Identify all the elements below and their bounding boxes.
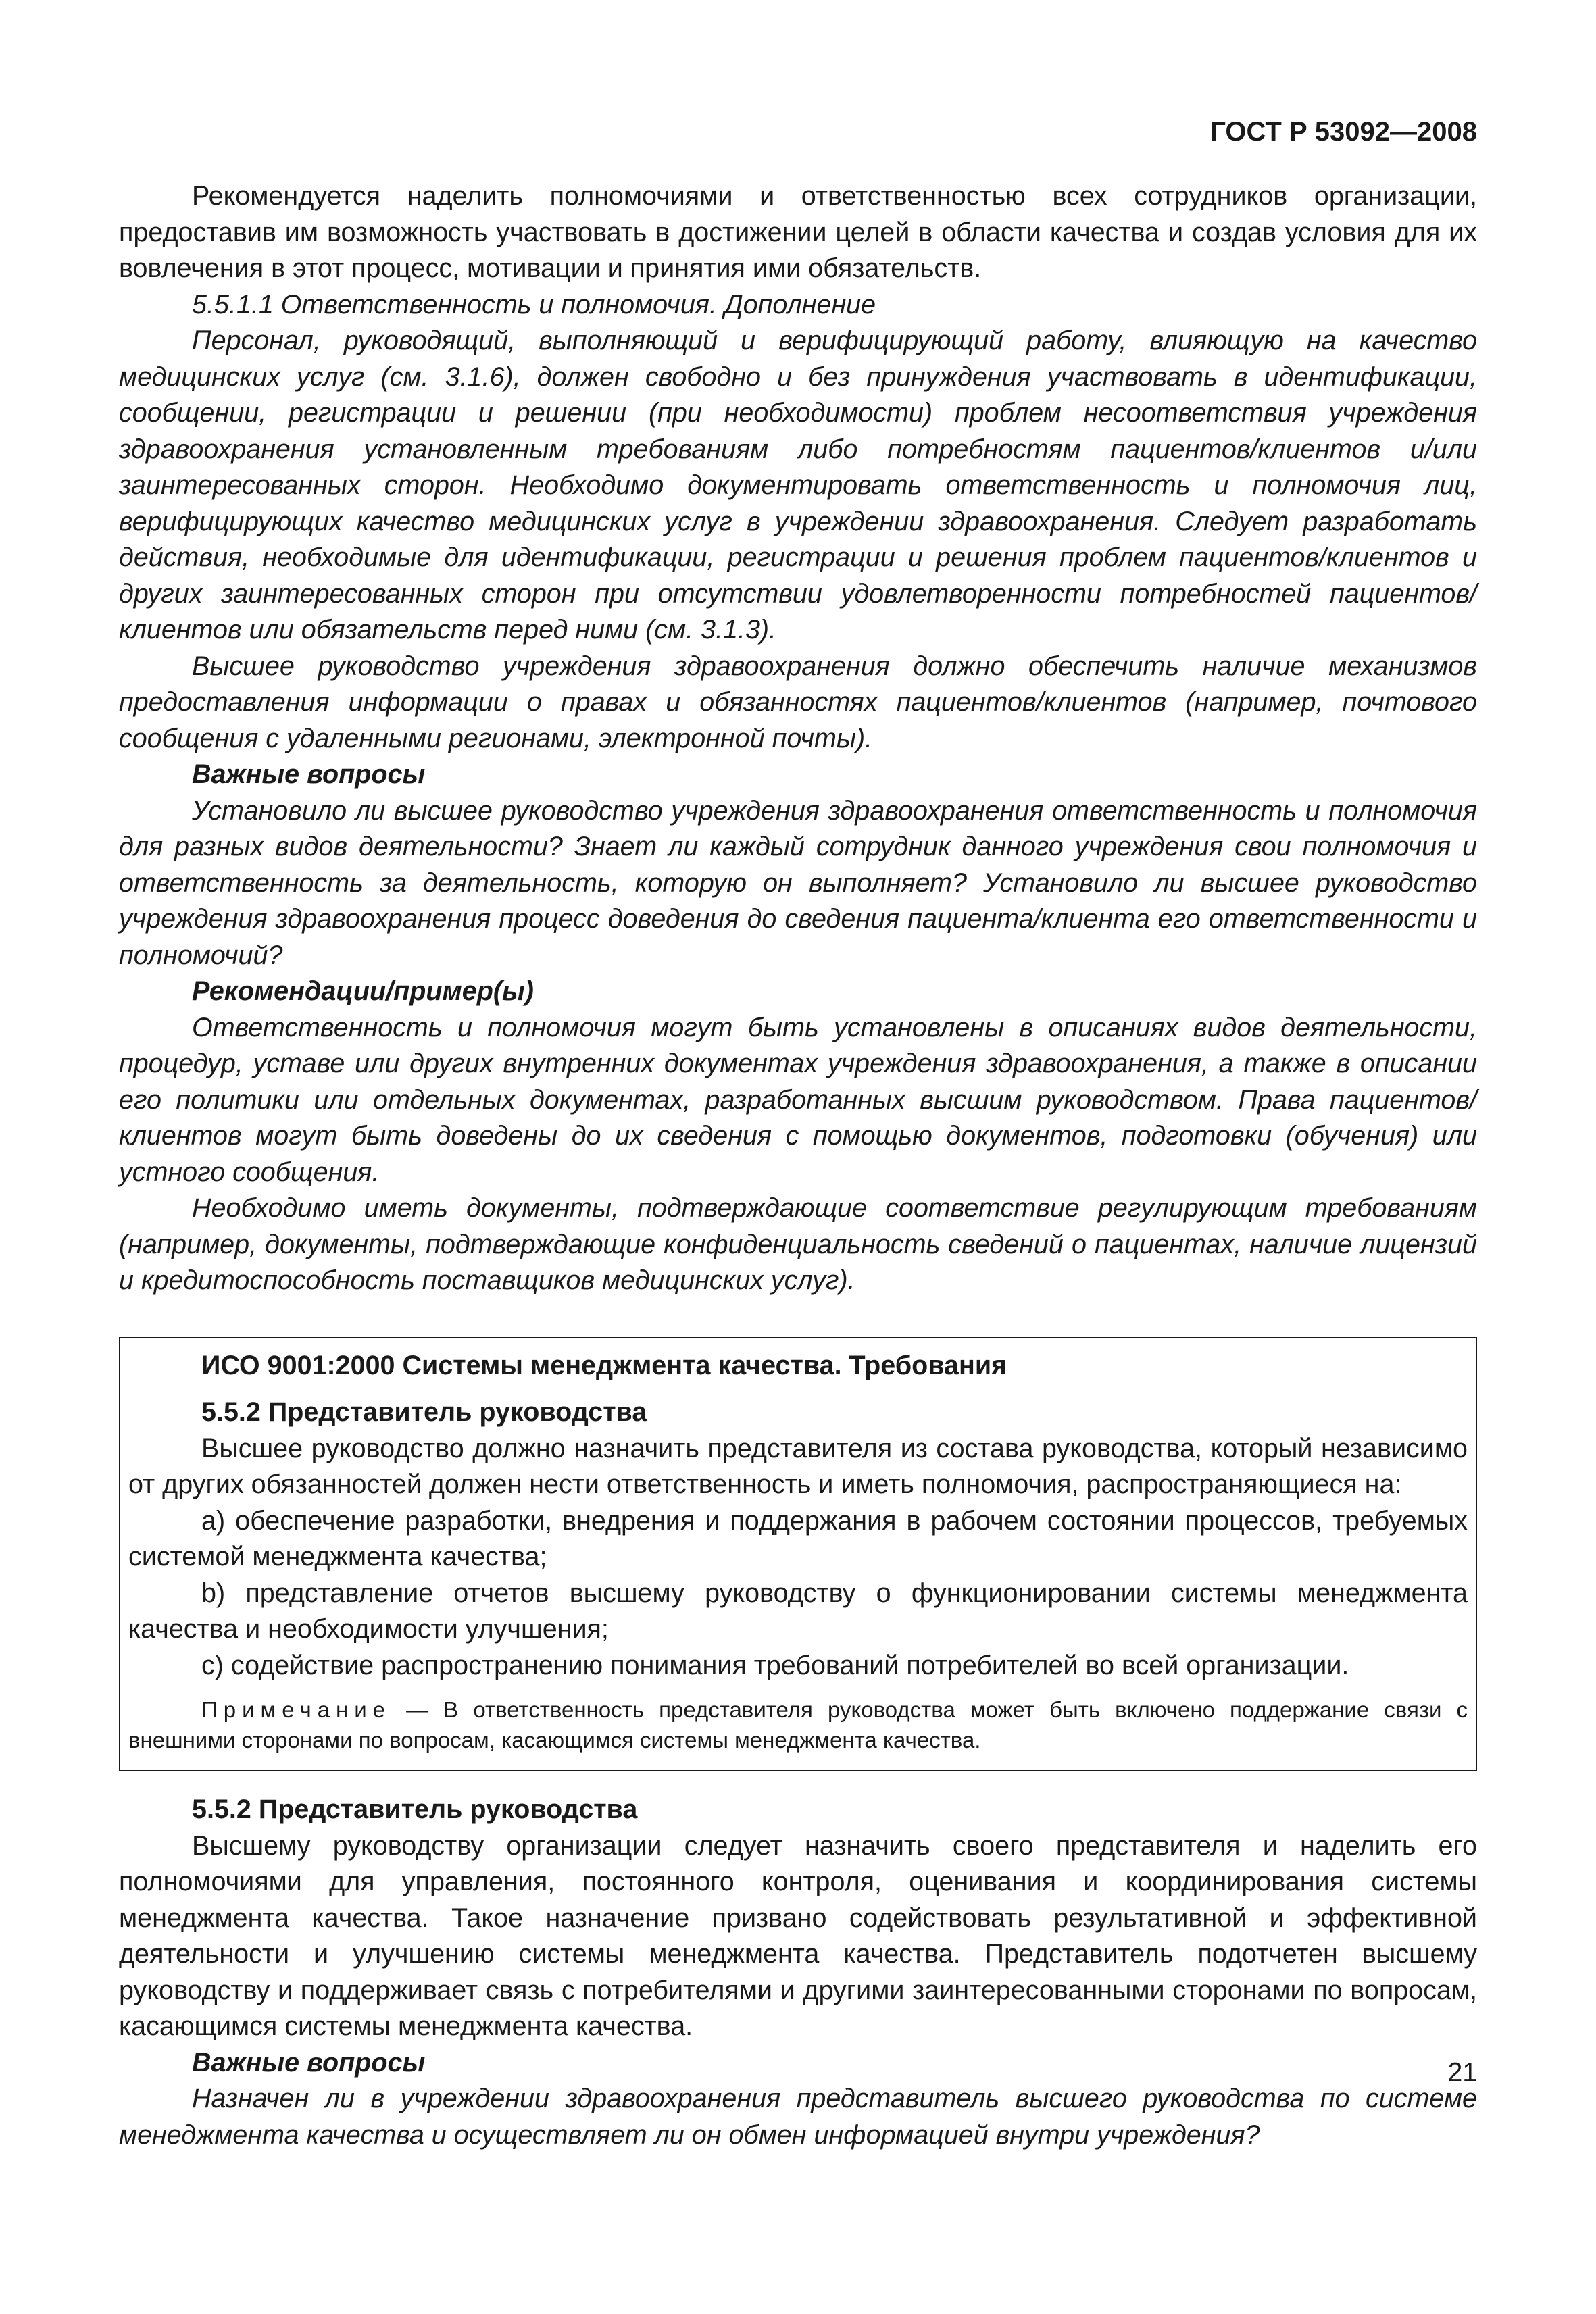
box-note [128,1694,1468,1755]
section-responsibility [119,178,1477,1299]
subsection-heading: 5.5.1.1 Ответственность и полномочия. Дополнение [192,289,876,320]
paragraph: Рекомендуется наделить полномочиями и ответственностью всех сотрудников организации, предоставив им возможность участвовать в достижении целей в области качества и создав условия для их вовлечения в этот процесс, мотивации и принятия ими обязательств. [119,181,1477,283]
paragraph: Высшему руководству организации следует назначить своего представителя и наделить его полномочиями для управления, постоянного контроля, оценивания и координирования системы менеджмента качества. Такое назначение призвано содействовать результативной и эффективной деятельности и улучшению системы менеджмента качества. Представитель подотчетен высшему руководству и поддерживает связь с потребителями и другими заинтересованными сторонами по вопросам, касающимся системы менеджмента качества. [119,1830,1477,2041]
paragraph: Установило ли высшее руководство учреждения здравоохранения ответственность и полномочия для разных видов деятельности? Знает ли каждый сотрудник данного учреждения свои полномочия и ответственность за деятельность, которую он выполняет? Установило ли высшее руководство учреждения здравоохранения процесс доведения до сведения пациента/клиента его ответственности и полномочий? [119,795,1477,970]
document-page [119,115,1477,2153]
page-number: 21 [1447,2058,1477,2087]
box-paragraph: Высшее руководство должно назначить представителя из состава руководства, который независимо от других обязанностей должен нести ответственность и иметь полномочия, распространяющиеся на: [128,1433,1468,1499]
note-label: Примечание [201,1697,392,1722]
important-questions-heading: Важные вопросы [192,2047,426,2078]
box-clause-heading: 5.5.2 Представитель руководства [201,1397,647,1427]
box-list-item: a) обеспечение разработки, внедрения и поддержания в рабочем состоянии процессов, требуемых системой менеджмента качества; [128,1505,1468,1571]
box-title: ИСО 9001:2000 Системы менеджмента качества. Требования [201,1350,1007,1380]
note-text: — В ответственность представителя руководства может быть включено поддержание связи с внешними сторонами по вопросам, касающимся системы менеджмента качества. [128,1697,1468,1753]
paragraph: Назначен ли в учреждении здравоохранения представитель высшего руководства по системе менеджмента качества и осуществляет ли он обмен информацией внутри учреждения? [119,2084,1477,2150]
box-list-item: c) содействие распространению понимания требований потребителей во всей организации. [201,1650,1349,1680]
important-questions-heading: Важные вопросы [192,759,426,789]
paragraph: Персонал, руководящий, выполняющий и верифицирующий работу, влияющую на качество медицинских услуг (см. 3.1.6), должен свободно и без принуждения участвовать в идентификации, сообщении, регистрации и решении (при необходимости) проблем несоответствия учреждения здравоохранения установленным требованиям либо потребностям пациентов/клиентов и/или заинтересованных сторон. Необходимо документировать ответственность и полномочия лиц, верифицирующих качество медицинских услуг в учреждении здравоохранения. Следует разработать действия, необходимые для идентификации, регистрации и решения проблем пациентов/клиентов и других заинтересованных сторон при отсутствии удовлетворенности потребностей пациентов/клиентов или обязательств перед ними (см. 3.1.3). [119,326,1477,645]
box-list-item: b) представление отчетов высшему руководству о функционировании системы менеджмента качества и необходимости улучшения; [128,1578,1468,1644]
clause-heading: 5.5.2 Представитель руководства [192,1794,638,1824]
document-header: ГОСТ Р 53092—2008 [1210,117,1477,147]
section-management-representative [119,1792,1477,2153]
iso-quote-box [119,1337,1477,1772]
paragraph: Ответственность и полномочия могут быть установлены в описаниях видов деятельности, процедур, уставе или других внутренних документах учреждения здравоохранения, а также в описании его политики или отдельных документах, разработанных высшим руководством. Права пациентов/клиентов могут быть доведены до их сведения с помощью документов, подготовки (обучения) или устного сообщения. [119,1012,1477,1187]
paragraph: Высшее руководство учреждения здравоохранения должно обеспечить наличие механизмов предоставления информации о правах и обязанностях пациентов/клиентов (например, почтового сообщения с удаленными регионами, электронной почты). [119,651,1477,753]
paragraph: Необходимо иметь документы, подтверждающие соответствие регулирующим требованиям (например, документы, подтверждающие конфиденциальность сведений о пациентах, наличие лицензий и кредитоспособность поставщиков медицинских услуг). [119,1193,1477,1295]
recommendations-heading: Рекомендации/пример(ы) [192,976,534,1006]
